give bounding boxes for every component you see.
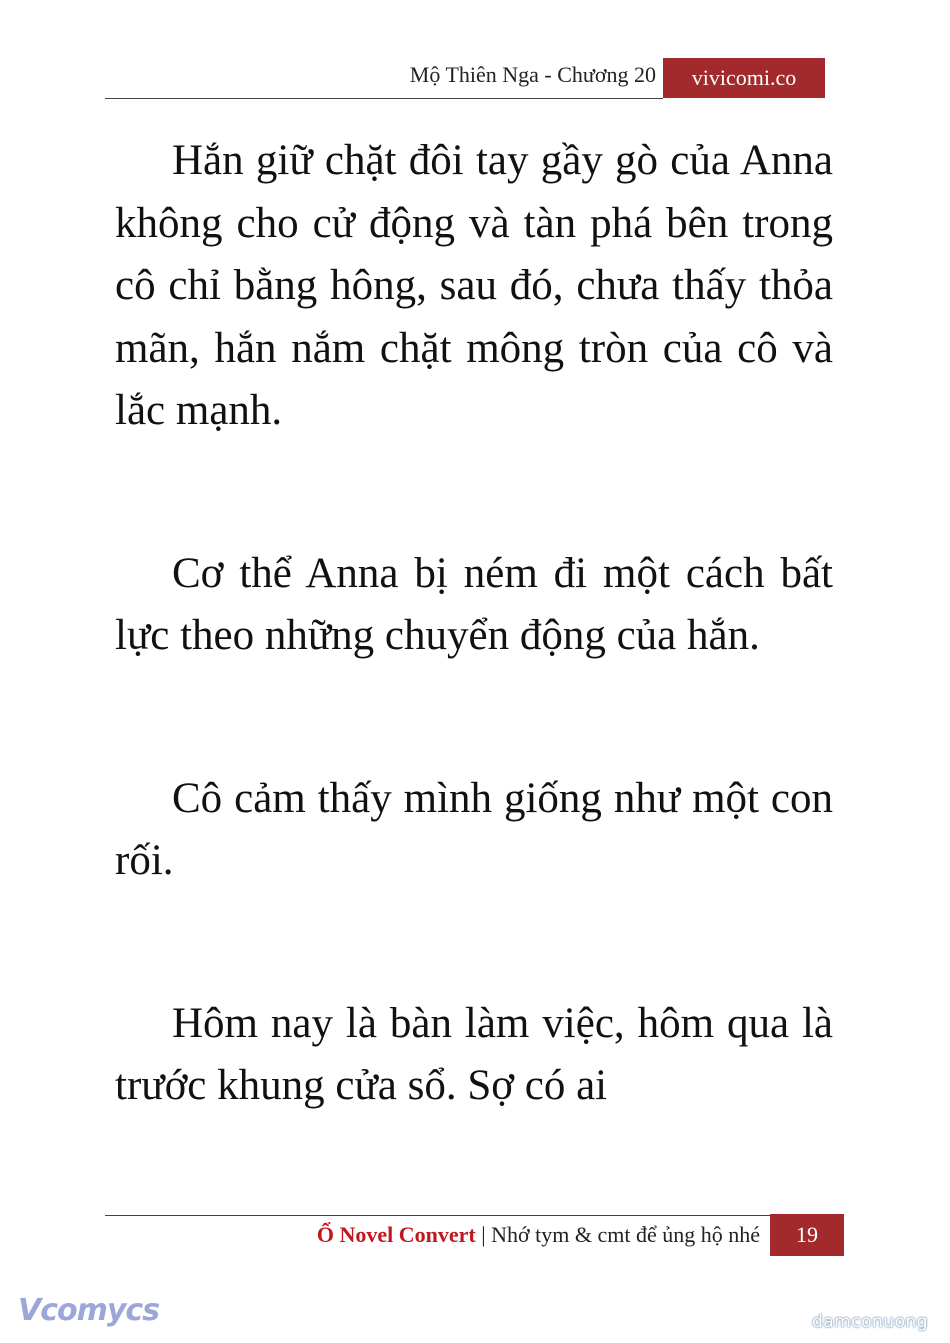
footer-separator: | [475, 1222, 492, 1247]
watermark-logo-left: Vcomycs [18, 1293, 160, 1328]
footer-credit [200, 1222, 760, 1248]
header-divider [105, 98, 663, 99]
page-number: 19 [770, 1214, 844, 1256]
footer-brand: Ổ Novel Convert [316, 1222, 476, 1247]
paragraph: Cô cảm thấy mình giống như một con rối. [115, 774, 833, 884]
footer-message: Nhớ tym & cmt để ủng hộ nhé [491, 1222, 760, 1247]
paragraph: Hôm nay là bàn làm việc, hôm qua là trước khung cửa sổ. Sợ có ai [115, 999, 833, 1109]
chapter-body [115, 130, 833, 1118]
watermark-right: damconuong [812, 1312, 929, 1332]
chapter-title: Mộ Thiên Nga - Chương 20 [409, 62, 656, 87]
paragraph: Cơ thể Anna bị ném đi một cách bất lực theo những chuyển động của hắn. [115, 549, 833, 659]
footer-divider [105, 1215, 783, 1216]
site-badge: vivicomi.co [663, 58, 825, 98]
paragraph: Hắn giữ chặt đôi tay gầy gò của Anna không cho cử động và tàn phá bên trong cô chỉ bằng hông, sau đó, chưa thấy thỏa mãn, hắn nắm chặt mông tròn của cô và lắc mạnh. [115, 137, 833, 434]
